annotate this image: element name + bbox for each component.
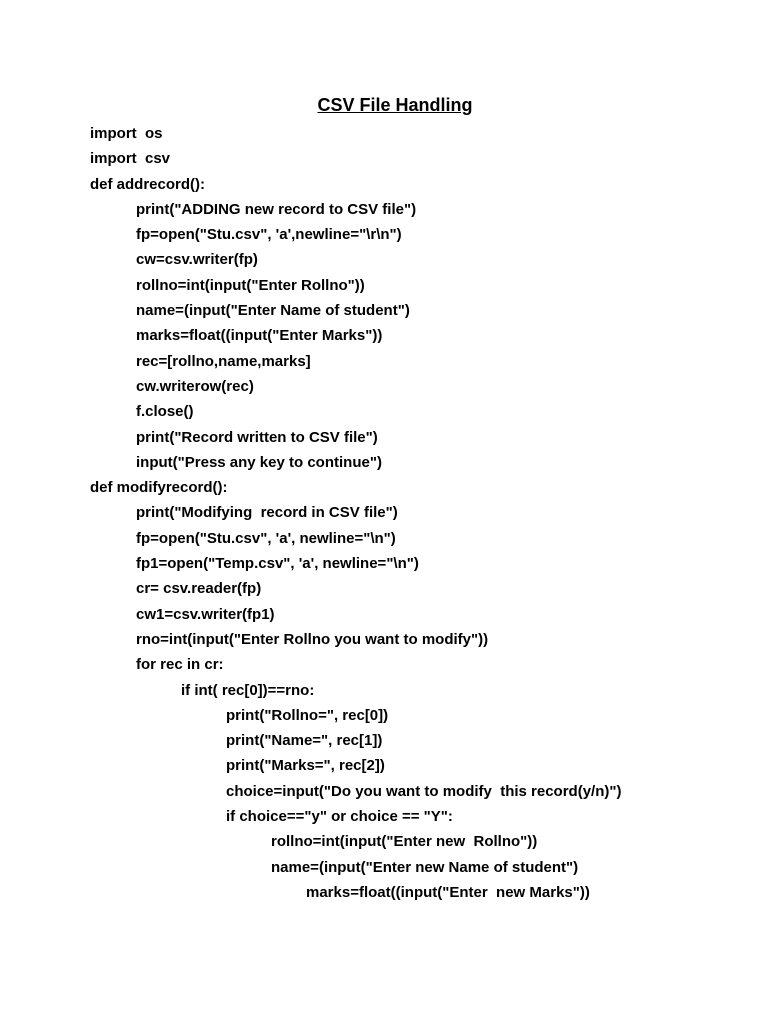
code-line: def modifyrecord(): bbox=[90, 479, 228, 497]
code-line: import csv bbox=[90, 150, 171, 168]
code-line: f.close() bbox=[136, 403, 194, 421]
code-line: print("Rollno=", rec[0]) bbox=[226, 706, 389, 724]
code-line: print("Marks=", rec[2]) bbox=[226, 757, 385, 775]
code-line: input("Press any key to continue") bbox=[136, 453, 382, 471]
code-line: for rec in cr: bbox=[136, 656, 224, 674]
code-line: name=(input("Enter Name of student") bbox=[136, 302, 410, 320]
code-line: cw=csv.writer(fp) bbox=[136, 251, 258, 269]
code-line: fp=open("Stu.csv", 'a', newline="\n") bbox=[136, 529, 396, 547]
code-line: print("Record written to CSV file") bbox=[136, 428, 378, 446]
code-line: marks=float((input("Enter new Marks")) bbox=[306, 883, 590, 901]
code-line: print("Modifying record in CSV file") bbox=[136, 504, 398, 522]
code-line: choice=input("Do you want to modify this record(y/n)") bbox=[226, 782, 622, 800]
code-line: rollno=int(input("Enter new Rollno")) bbox=[271, 833, 538, 851]
document-title: CSV File Handling bbox=[317, 95, 473, 115]
code-listing bbox=[0, 121, 622, 905]
code-line: print("Name=", rec[1]) bbox=[226, 732, 383, 750]
code-line: cw1=csv.writer(fp1) bbox=[136, 605, 275, 623]
code-line: name=(input("Enter new Name of student") bbox=[271, 858, 579, 876]
code-line: rollno=int(input("Enter Rollno")) bbox=[136, 276, 365, 294]
code-line: import os bbox=[90, 125, 163, 142]
code-line: if int( rec[0])==rno: bbox=[181, 681, 315, 699]
code-line: def addrecord(): bbox=[90, 175, 206, 193]
code-line: print("ADDING new record to CSV file") bbox=[136, 200, 417, 218]
code-line: marks=float((input("Enter Marks")) bbox=[136, 327, 383, 345]
code-line: fp1=open("Temp.csv", 'a', newline="\n") bbox=[136, 555, 419, 573]
code-line: fp=open("Stu.csv", 'a',newline="\r\n") bbox=[136, 226, 402, 244]
code-line: rec=[rollno,name,marks] bbox=[136, 352, 311, 370]
code-line: if choice=="y" or choice == "Y": bbox=[226, 808, 453, 826]
code-line: cr= csv.reader(fp) bbox=[136, 580, 262, 598]
code-line: rno=int(input("Enter Rollno you want to modify")) bbox=[136, 630, 489, 648]
code-line: cw.writerow(rec) bbox=[136, 377, 254, 395]
